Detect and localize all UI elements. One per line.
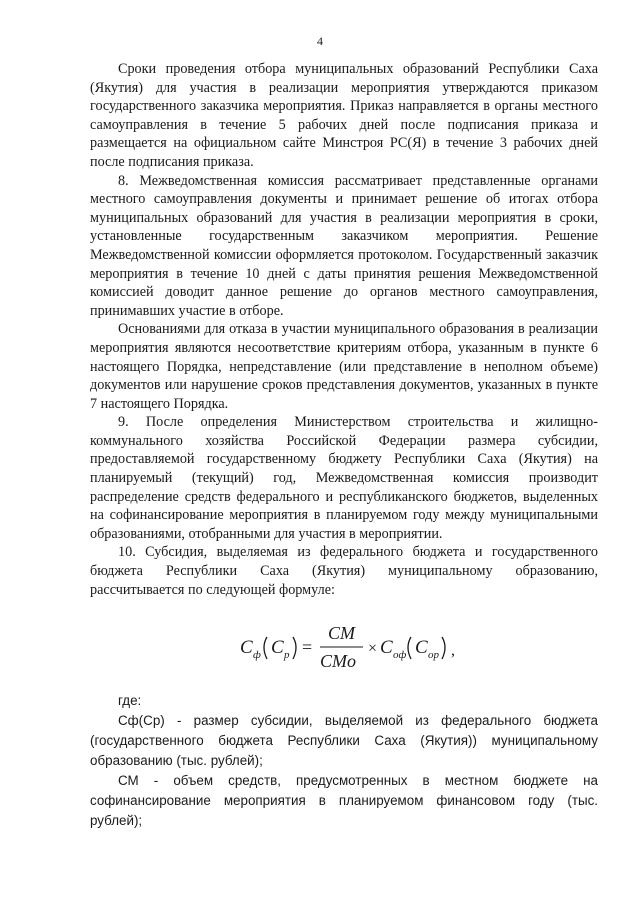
definitions-block <box>90 691 598 831</box>
formula-lhs-sub: ф <box>253 649 261 662</box>
paragraph-selection-dates: Сроки проведения отбора муниципальных образований Республики Саха (Якутия) для участия в реализации мероприятия утверждаются приказом государственного заказчика мероприятия. Приказ направляется в органы местного самоуправления в течение 5 рабочих дней после подписания приказа и размещается на официальном сайте Минстроя РС(Я) в течение 3 рабочих дней после подписания приказа. <box>90 61 598 170</box>
formula-rhs-sub: оф <box>393 649 407 662</box>
formula-lhs-paren-close <box>293 637 296 659</box>
subsidy-formula <box>90 609 598 683</box>
definitions-where: где: <box>118 693 142 709</box>
definition-item-sf: Сф(Ср) - размер субсидии, выделяемой из федерального бюджета (государственного бюджета Республики Саха (Якутия)) муниципальному образованию (тыс. рублей); <box>90 713 598 769</box>
formula-rhs-arg-main: C <box>415 637 428 659</box>
formula-lhs-paren-open <box>264 637 267 659</box>
formula-lhs-arg-sub: р <box>284 649 290 662</box>
formula-rhs-main: C <box>380 637 393 659</box>
paragraph-refusal-grounds: Основаниями для отказа в участии муниципального образования в реализации мероприятия являются несоответствие критериям отбора, указанным в пункте 6 настоящего Порядка, непредставление (или представление в неполном объеме) документов или нарушение сроков представления документов, указанных в пункте 7 настоящего Порядка. <box>90 321 598 412</box>
formula-rhs-arg-sub: ор <box>428 649 439 662</box>
formula-rhs-paren-open <box>408 637 411 659</box>
formula-numerator: CM <box>328 623 355 644</box>
definition-item-cm: СМ - объем средств, предусмотренных в местном бюджете на софинансирование мероприятия в планируемом финансовом году (тыс. рублей); <box>90 773 598 829</box>
formula-denominator: CMo <box>320 651 356 672</box>
formula-trailing-comma: , <box>451 642 455 660</box>
paragraph-item-8: 8. Межведомственная комиссия рассматривает представленные органами местного самоуправления документы и принимает решение об итогах отбора муниципальных образований для участия в реализации мероприятия в сроки, установленные государственным заказчиком мероприятия. Решение Межведомственной комиссии оформляется протоколом. Государственный заказчик мероприятия в течение 10 дней с даты принятия решения Межведомственной комиссией доводит данное решение до органов местного самоуправления, принимавших участие в отборе. <box>90 172 598 319</box>
formula-equals: = <box>302 637 313 658</box>
page-number: 4 <box>317 34 323 48</box>
document-body <box>90 60 598 831</box>
formula-times: × <box>368 640 378 658</box>
paragraph-item-9: 9. После определения Министерством строительства и жилищно-коммунального хозяйства Российской Федерации размера субсидии, предоставляемой государственному бюджету Республики Саха (Якутия) на планируемый (текущий) год, Межведомственная комиссия производит распределение средств федерального и республиканского бюджетов, выделенных на софинансирование мероприятия в планируемом году между муниципальными образованиями, отобранными для участия в мероприятии. <box>90 414 598 542</box>
formula-graphic <box>240 609 460 683</box>
paragraph-item-10: 10. Субсидия, выделяемая из федерального бюджета и государственного бюджета Республики Саха (Якутия) муниципальному образованию, рассчитывается по следующей формуле: <box>90 544 598 598</box>
formula-rhs-paren-close <box>442 637 445 659</box>
formula-lhs-main: C <box>240 637 253 659</box>
formula-lhs-arg-main: C <box>271 637 284 659</box>
